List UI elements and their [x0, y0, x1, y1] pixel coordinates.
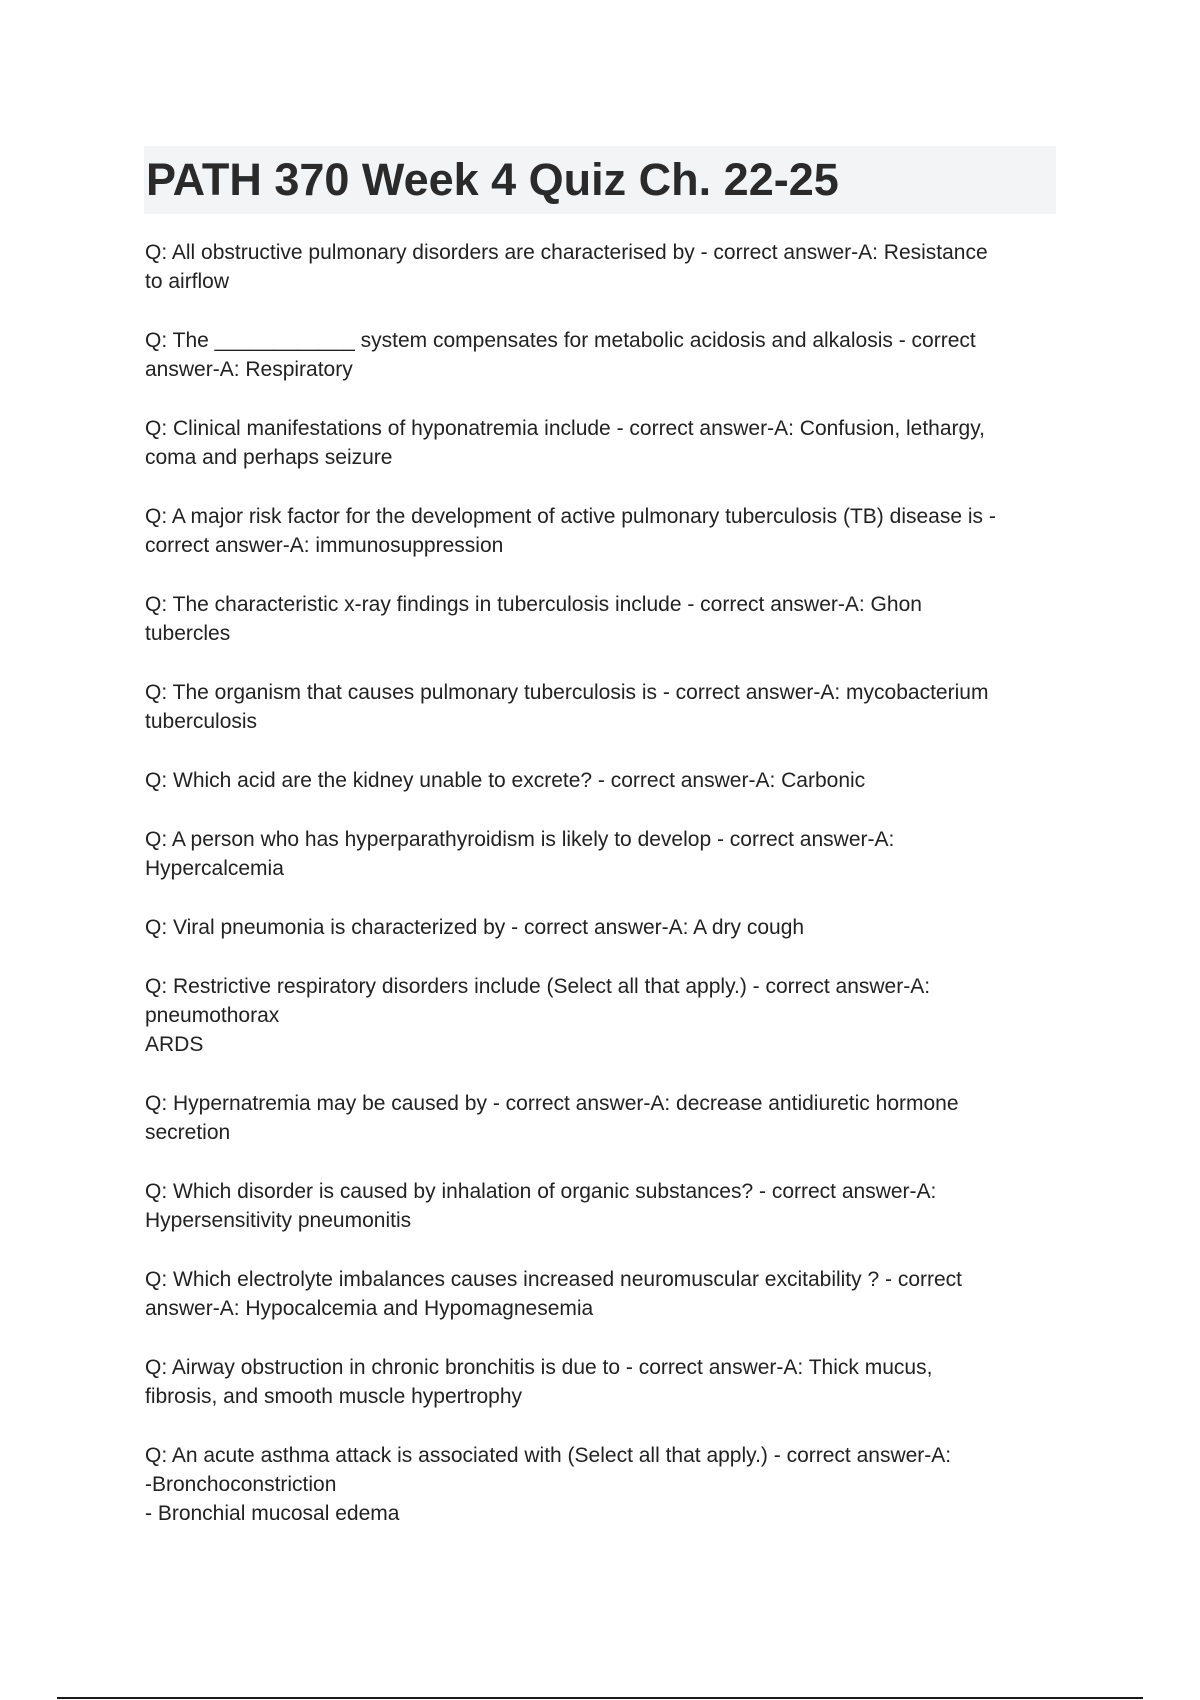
qa-line: Q: The characteristic x-ray findings in tuberculosis include - correct answer-A: Ghon: [145, 593, 922, 616]
qa-line: Q: A major risk factor for the development of active pulmonary tuberculosis (TB) disease is -: [145, 505, 996, 528]
qa-line: Q: Which disorder is caused by inhalation of organic substances? - correct answer-A:: [145, 1180, 937, 1203]
qa-item: [145, 913, 1050, 942]
qa-line: Hypersensitivity pneumonitis: [145, 1209, 412, 1232]
qa-item: [145, 502, 1050, 560]
qa-item: [145, 590, 1050, 648]
qa-line: to airflow: [145, 270, 230, 293]
qa-line: pneumothorax: [145, 1004, 280, 1027]
qa-line: Q: An acute asthma attack is associated with (Select all that apply.) - correct answer-A:: [145, 1444, 952, 1467]
qa-item: [145, 678, 1050, 736]
qa-line: -Bronchoconstriction: [145, 1473, 337, 1496]
qa-line: answer-A: Hypocalcemia and Hypomagnesemia: [145, 1297, 594, 1320]
qa-item: [145, 972, 1050, 1059]
qa-line: Q: Which electrolyte imbalances causes increased neuromuscular excitability ? - correct: [145, 1268, 963, 1291]
qa-item: [145, 1089, 1050, 1147]
qa-line: Q: All obstructive pulmonary disorders are characterised by - correct answer-A: Resistance: [145, 241, 988, 264]
qa-line: Q: Clinical manifestations of hyponatremia include - correct answer-A: Confusion, lethargy,: [145, 417, 985, 440]
qa-item: [145, 766, 1050, 795]
qa-line: correct answer-A: immunosuppression: [145, 534, 504, 557]
qa-line: secretion: [145, 1121, 231, 1144]
qa-line: Q: A person who has hyperparathyroidism is likely to develop - correct answer-A:: [145, 828, 895, 851]
qa-list: [145, 238, 1050, 1558]
qa-item: [145, 1265, 1050, 1323]
qa-line: tubercles: [145, 622, 231, 645]
qa-line: - Bronchial mucosal edema: [145, 1502, 400, 1525]
title-banner: [144, 146, 1056, 214]
qa-item: [145, 1353, 1050, 1411]
qa-line: Q: The organism that causes pulmonary tuberculosis is - correct answer-A: mycobacterium: [145, 681, 989, 704]
footer-divider: [57, 1697, 1143, 1699]
qa-item: [145, 326, 1050, 384]
qa-item: [145, 238, 1050, 296]
qa-item: [145, 414, 1050, 472]
qa-line: Q: Which acid are the kidney unable to excrete? - correct answer-A: Carbonic: [145, 769, 866, 792]
qa-item: [145, 1177, 1050, 1235]
qa-line: ARDS: [145, 1033, 204, 1056]
qa-line: Q: Hypernatremia may be caused by - correct answer-A: decrease antidiuretic hormone: [145, 1092, 959, 1115]
qa-item: [145, 1441, 1050, 1528]
qa-line: Q: Viral pneumonia is characterized by - correct answer-A: A dry cough: [145, 916, 805, 939]
qa-line: Q: The ____________ system compensates for metabolic acidosis and alkalosis - correct: [145, 329, 976, 352]
qa-line: answer-A: Respiratory: [145, 358, 353, 381]
qa-item: [145, 825, 1050, 883]
qa-line: Hypercalcemia: [145, 857, 284, 880]
qa-line: tuberculosis: [145, 710, 258, 733]
qa-line: fibrosis, and smooth muscle hypertrophy: [145, 1385, 523, 1408]
page-title: PATH 370 Week 4 Quiz Ch. 22-25: [146, 154, 839, 205]
qa-line: Q: Restrictive respiratory disorders include (Select all that apply.) - correct answer-A:: [145, 975, 931, 998]
qa-line: Q: Airway obstruction in chronic bronchitis is due to - correct answer-A: Thick mucus,: [145, 1356, 933, 1379]
qa-line: coma and perhaps seizure: [145, 446, 393, 469]
